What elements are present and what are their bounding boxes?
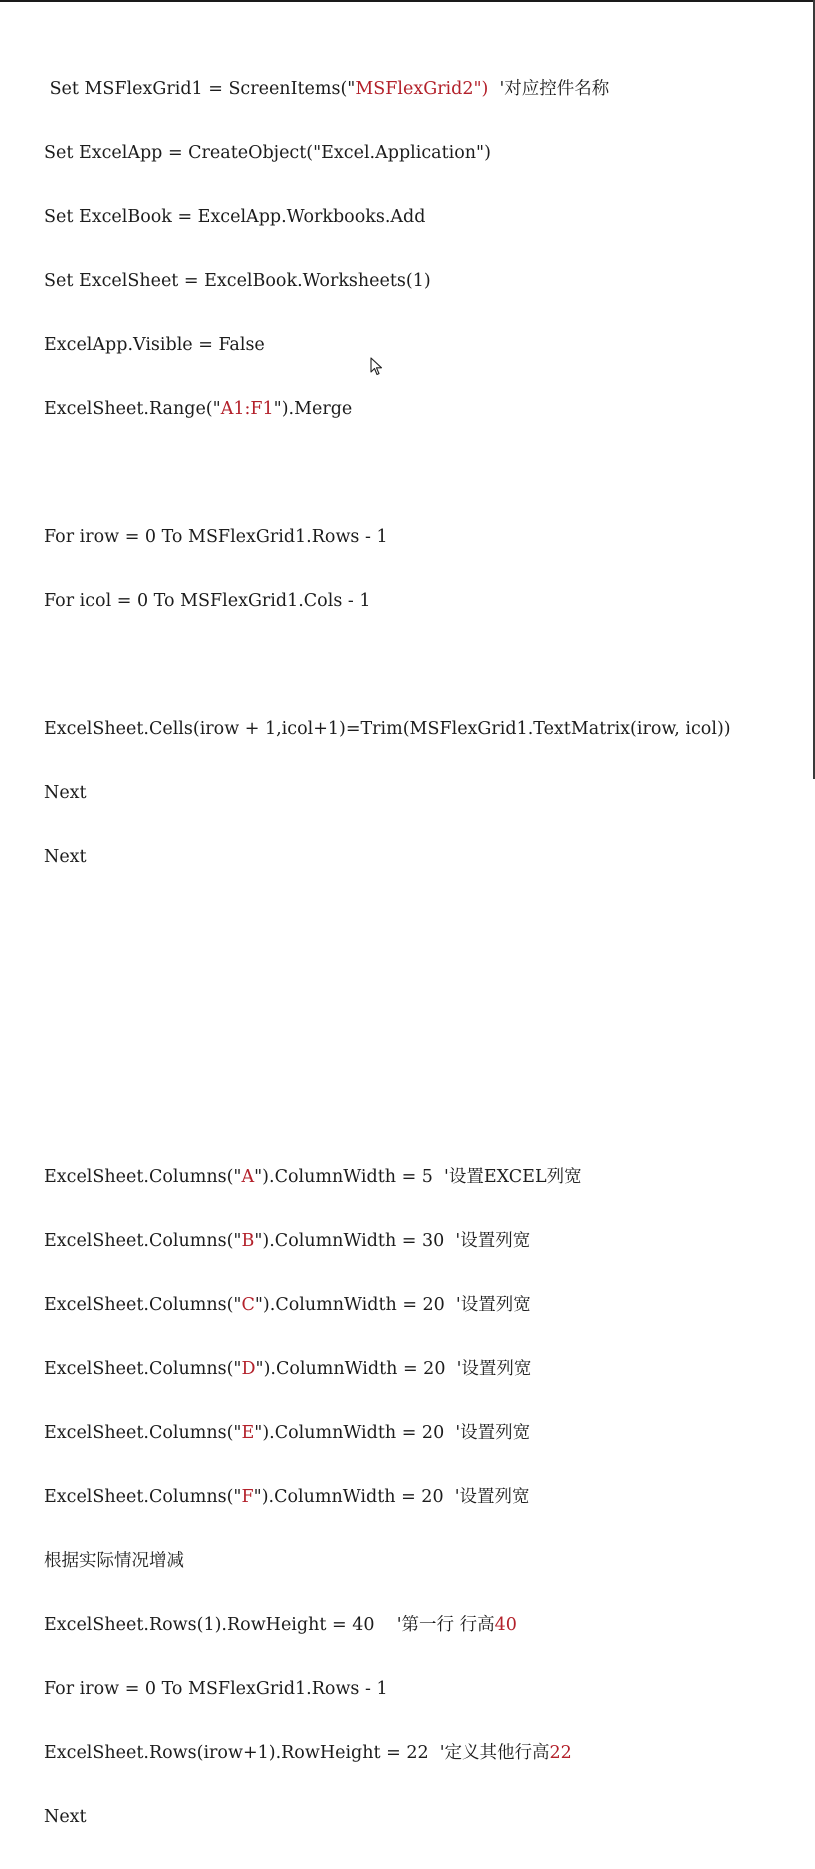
- blank-line: [44, 1037, 731, 1061]
- comment-line: 根据实际情况增减: [44, 1551, 184, 1571]
- row-height-line-2: ExcelSheet.Rows(irow+1).RowHeight = 22 '定义其他行高22: [44, 1743, 572, 1763]
- blank-line: [44, 1101, 731, 1125]
- code-line-4: Set ExcelSheet = ExcelBook.Worksheets(1): [44, 271, 431, 291]
- code-line-1: Set MSFlexGrid1 = ScreenItems("MSFlexGrid2") '对应控件名称: [44, 79, 610, 99]
- column-width-line-a: ExcelSheet.Columns("A").ColumnWidth = 5 '设置EXCEL列宽: [44, 1167, 582, 1187]
- code-line-13: Next: [44, 847, 87, 867]
- code-line-5: ExcelApp.Visible = False: [44, 335, 265, 355]
- blank-line: [44, 653, 731, 677]
- blank-line: [44, 973, 731, 997]
- row-height-line-1: ExcelSheet.Rows(1).RowHeight = 40 '第一行 行高40: [44, 1615, 517, 1635]
- mouse-pointer-icon: [370, 357, 384, 377]
- code-line-11: ExcelSheet.Cells(irow + 1,icol+1)=Trim(MSFlexGrid1.TextMatrix(irow, icol)): [44, 719, 731, 739]
- column-width-line-e: ExcelSheet.Columns("E").ColumnWidth = 20 '设置列宽: [44, 1423, 531, 1443]
- code-line-3: Set ExcelBook = ExcelApp.Workbooks.Add: [44, 207, 426, 227]
- code-line-12: Next: [44, 783, 87, 803]
- code-line-2: Set ExcelApp = CreateObject("Excel.Application"): [44, 143, 491, 163]
- top-border: [0, 0, 815, 2]
- code-line-6: ExcelSheet.Range("A1:F1").Merge: [44, 399, 353, 419]
- next-line: Next: [44, 1807, 87, 1827]
- column-width-line-d: ExcelSheet.Columns("D").ColumnWidth = 20 '设置列宽: [44, 1359, 532, 1379]
- column-width-line-f: ExcelSheet.Columns("F").ColumnWidth = 20 '设置列宽: [44, 1487, 530, 1507]
- code-line-8: For irow = 0 To MSFlexGrid1.Rows - 1: [44, 527, 388, 547]
- code-listing: [44, 37, 731, 1869]
- column-width-line-b: ExcelSheet.Columns("B").ColumnWidth = 30 '设置列宽: [44, 1231, 531, 1251]
- blank-line: [44, 909, 731, 933]
- column-width-line-c: ExcelSheet.Columns("C").ColumnWidth = 20 '设置列宽: [44, 1295, 531, 1315]
- loop-line: For irow = 0 To MSFlexGrid1.Rows - 1: [44, 1679, 388, 1699]
- code-line-9: For icol = 0 To MSFlexGrid1.Cols - 1: [44, 591, 371, 611]
- blank-line: [44, 461, 731, 485]
